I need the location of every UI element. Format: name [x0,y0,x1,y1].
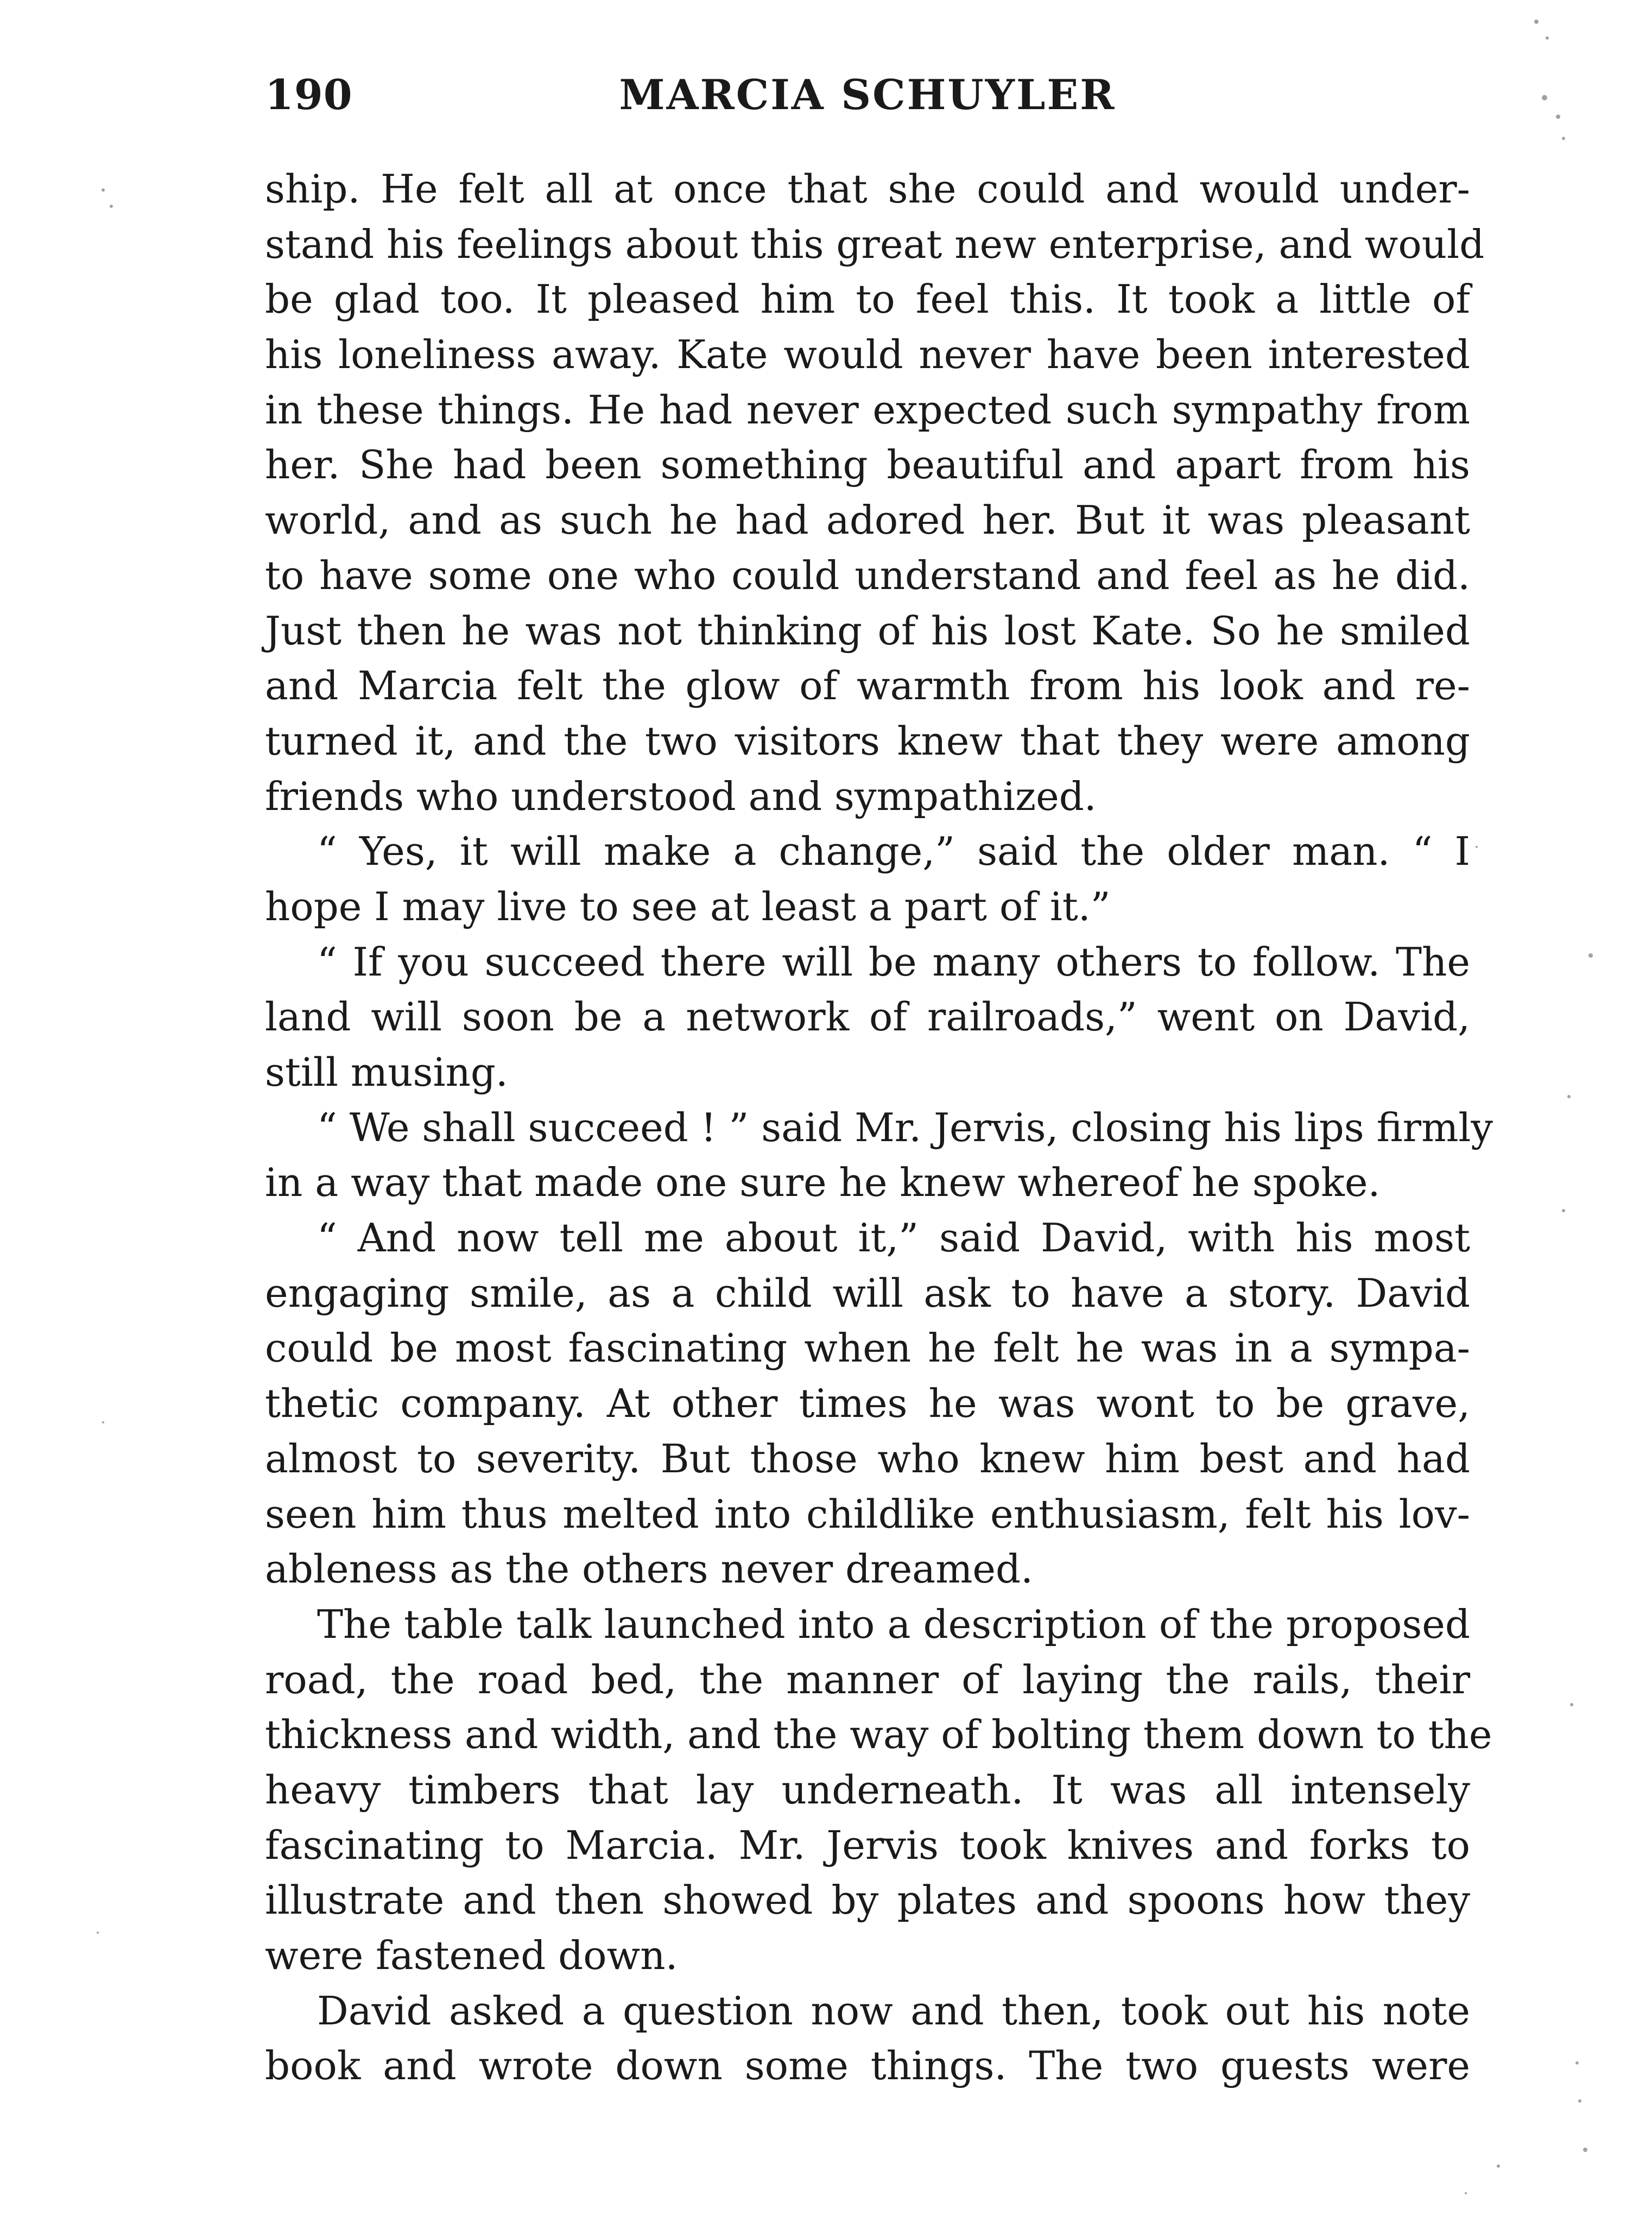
text-line: hope I may live to see at least a part of it.” [265,883,1111,929]
text-line: in these things. He had never expected such sympathy from [265,387,1470,433]
text-line: David asked a question now and then, took out his note [317,1987,1470,2034]
text-line: could be most fascinating when he felt he was in a sympa- [265,1325,1470,1371]
text-line: thickness and width, and the way of bolting them down to the [265,1712,1492,1758]
text-line: road, the road bed, the manner of laying the rails, their [265,1656,1470,1702]
text-line: ship. He felt all at once that she could and would under- [265,166,1470,212]
text-line: to have some one who could understand and feel as he did. [265,552,1470,598]
text-line: be glad too. It pleased him to feel this. It took a little of [265,276,1470,322]
body-text [265,162,1493,2094]
text-line: still musing. [265,1049,508,1095]
text-line: illustrate and then showed by plates and spoons how they [265,1877,1470,1923]
text-line: world, and as such he had adored her. But it was pleasant [265,497,1470,543]
text-line: Just then he was not thinking of his lost Kate. So he smiled [265,607,1470,654]
text-line: book and wrote down some things. The two guests were [265,2043,1470,2089]
text-line: stand his feelings about this great new enterprise, and would [265,221,1485,267]
text-line: her. She had been something beautiful and apart from his [265,442,1470,488]
text-line: ableness as the others never dreamed. [265,1546,1033,1592]
page-number: 190 [265,71,353,119]
text-line: his loneliness away. Kate would never have been interested [265,332,1470,378]
text-line: turned it, and the two visitors knew that they were among [265,718,1470,764]
text-line: “ If you succeed there will be many others to follow. The [317,939,1470,985]
page-header [265,65,1470,125]
text-line: were fastened down. [265,1933,678,1978]
text-line: in a way that made one sure he knew whereof he spoke. [265,1160,1381,1206]
running-head: MARCIA SCHUYLER [619,71,1116,119]
text-line: and Marcia felt the glow of warmth from his look and re- [265,663,1470,709]
text-line: “ Yes, it will make a change,” said the older man. “ I [317,828,1470,875]
text-line: engaging smile, as a child will ask to have a story. David [265,1270,1470,1316]
text-line: heavy timbers that lay underneath. It was all intensely [265,1767,1470,1813]
text-line: fascinating to Marcia. Mr. Jervis took knives and forks to [265,1822,1470,1868]
text-line: The table talk launched into a description of the proposed [317,1601,1470,1647]
text-line: “ We shall succeed ! ” said Mr. Jervis, closing his lips firmly [317,1104,1493,1150]
text-line: thetic company. At other times he was wont to be grave, [265,1381,1470,1427]
text-line: “ And now tell me about it,” said David, with his most [317,1215,1470,1261]
text-line: friends who understood and sympathized. [265,773,1097,819]
text-line: seen him thus melted into childlike enthusiasm, felt his lov- [265,1491,1470,1537]
text-line: land will soon be a network of railroads,” went on David, [265,994,1470,1040]
text-line: almost to severity. But those who knew him best and had [265,1435,1470,1482]
